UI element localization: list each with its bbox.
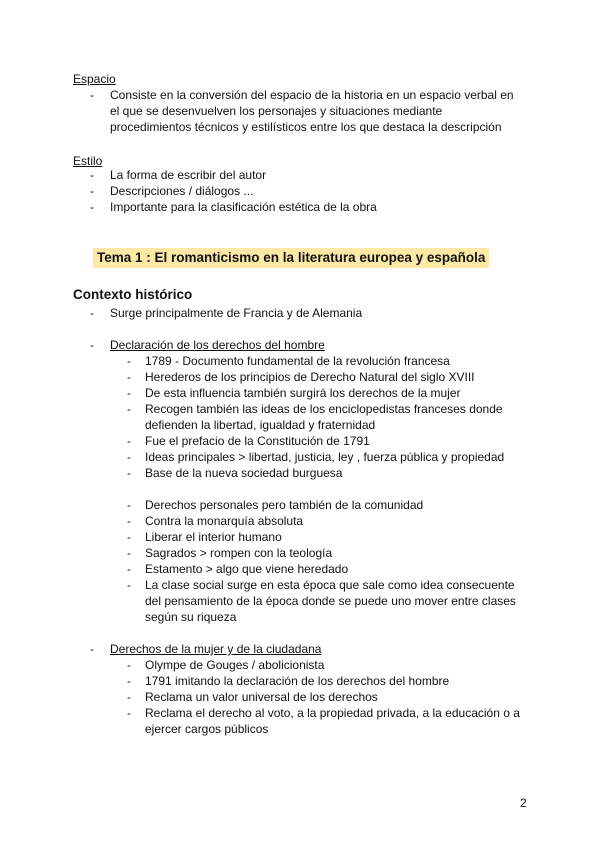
mujer-item: ejercer cargos públicos (145, 722, 269, 736)
declaracion-item: del pensamiento de la época donde se puede uno mover entre clases (145, 594, 516, 608)
declaracion-item: Herederos de los principios de Derecho Natural del siglo XVIII (145, 370, 475, 384)
declaracion-item: Fue el prefacio de la Constitución de 1791 (145, 434, 370, 448)
bullet-dash: - (127, 370, 131, 384)
estilo-item: La forma de escribir del autor (110, 168, 267, 182)
declaracion-item: Recogen también las ideas de los enciclopedistas franceses donde (145, 402, 503, 416)
tema-title: Tema 1 : El romanticismo en la literatura europea y española (93, 248, 489, 268)
bullet-dash: - (127, 514, 131, 528)
declaracion-item: defienden la libertad, igualdad y fraternidad (145, 418, 376, 432)
declaracion-item: Derechos personales pero también de la comunidad (145, 498, 424, 512)
bullet-dash: - (127, 386, 131, 400)
bullet-dash: - (90, 88, 94, 102)
espacio-line: procedimientos técnicos y estilísticos entre los que destaca la descripción (110, 120, 502, 134)
declaracion-item: Estamento > algo que viene heredado (145, 562, 349, 576)
bullet-dash: - (127, 690, 131, 704)
declaracion-item: Liberar el interior humano (145, 530, 282, 544)
declaracion-item: Sagrados > rompen con la teología (145, 546, 333, 560)
espacio-line: Consiste en la conversión del espacio de la historia en un espacio verbal en (110, 88, 514, 102)
bullet-dash: - (127, 450, 131, 464)
bullet-dash: - (127, 658, 131, 672)
bullet-dash: - (127, 402, 131, 416)
bullet-dash: - (127, 498, 131, 512)
declaracion-label: Declaración de los derechos del hombre (110, 338, 325, 352)
page-number: 2 (520, 796, 527, 810)
mujer-label: Derechos de la mujer y de la ciudadana (110, 642, 322, 656)
bullet-dash: - (127, 530, 131, 544)
contexto-heading: Contexto histórico (73, 287, 193, 302)
bullet-dash: - (127, 466, 131, 480)
bullet-dash: - (90, 338, 94, 352)
contexto-item: Surge principalmente de Francia y de Alemania (110, 306, 363, 320)
espacio-heading: Espacio (73, 72, 116, 86)
bullet-dash: - (127, 578, 131, 592)
declaracion-item: según su riqueza (145, 610, 237, 624)
estilo-heading: Estilo (73, 154, 103, 168)
estilo-item: Descripciones / diálogos ... (110, 184, 254, 198)
declaracion-item: 1789 - Documento fundamental de la revolución francesa (145, 354, 450, 368)
bullet-dash: - (90, 168, 94, 182)
mujer-item: Reclama el derecho al voto, a la propiedad privada, a la educación o a (145, 706, 520, 720)
bullet-dash: - (90, 184, 94, 198)
bullet-dash: - (127, 546, 131, 560)
bullet-dash: - (90, 642, 94, 656)
declaracion-item: La clase social surge en esta época que sale como idea consecuente (145, 578, 515, 592)
bullet-dash: - (127, 354, 131, 368)
bullet-dash: - (127, 706, 131, 720)
bullet-dash: - (127, 434, 131, 448)
espacio-line: el que se desenvuelven los personajes y situaciones mediante (110, 104, 443, 118)
declaracion-item: Base de la nueva sociedad burguesa (145, 466, 343, 480)
mujer-item: 1791 imitando la declaración de los derechos del hombre (145, 674, 450, 688)
declaracion-item: Contra la monarquía absoluta (145, 514, 304, 528)
bullet-dash: - (127, 674, 131, 688)
declaracion-item: De esta influencia también surgirá los derechos de la mujer (145, 386, 461, 400)
bullet-dash: - (90, 306, 94, 320)
bullet-dash: - (127, 562, 131, 576)
estilo-item: Importante para la clasificación estética de la obra (110, 200, 377, 214)
mujer-item: Reclama un valor universal de los derechos (145, 690, 378, 704)
declaracion-item: Ideas principales > libertad, justicia, ley , fuerza pública y propiedad (145, 450, 505, 464)
bullet-dash: - (90, 200, 94, 214)
mujer-item: Olympe de Gouges / abolicionista (145, 658, 325, 672)
